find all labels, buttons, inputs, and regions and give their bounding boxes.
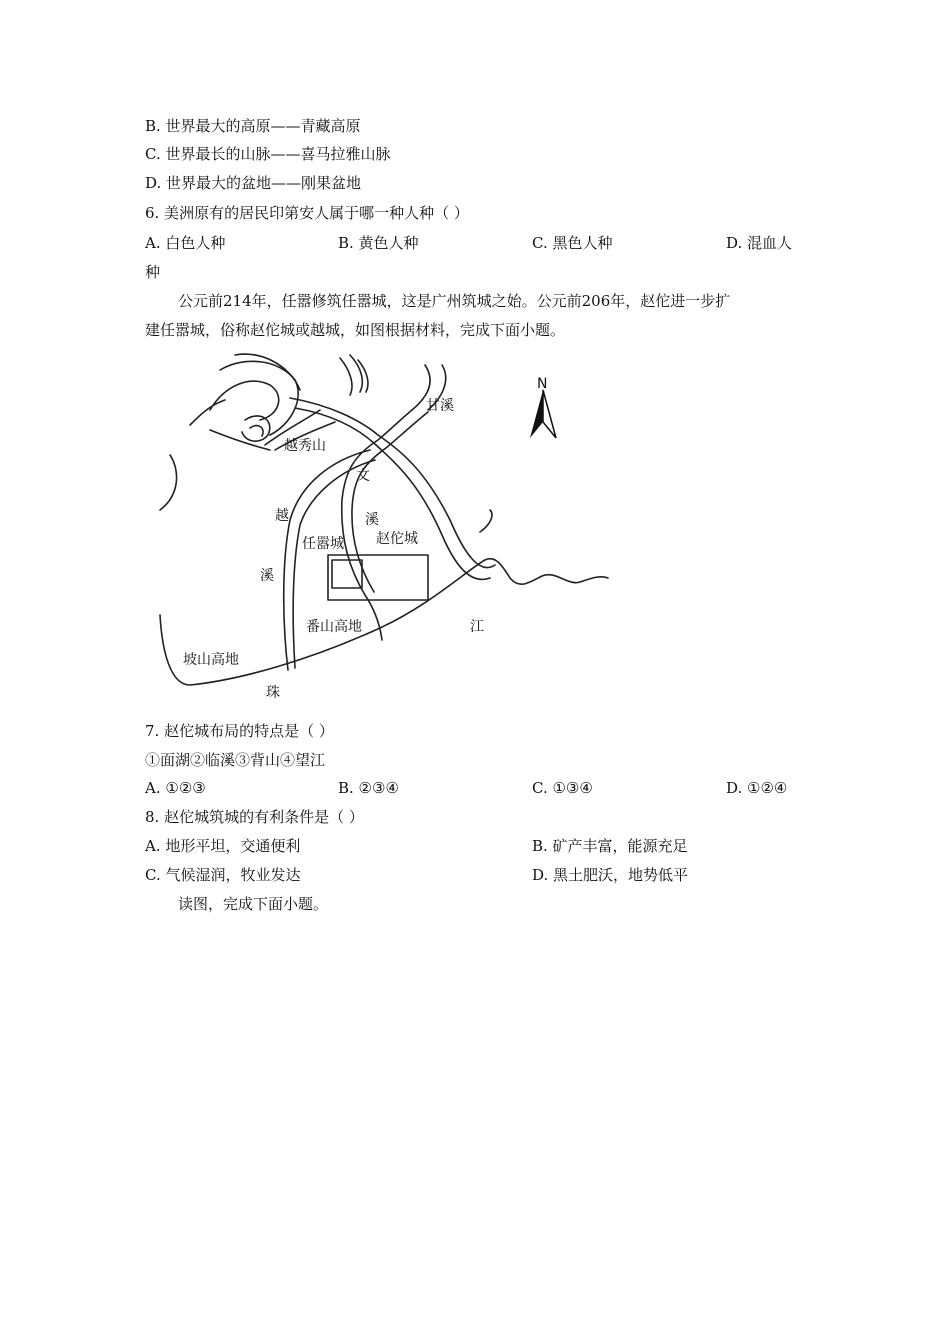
north-arrow-icon (530, 376, 556, 438)
label-poshan: 坡山高地 (183, 652, 239, 668)
q6-option-d: D. 混血人 (726, 234, 793, 252)
q8-option-d: D. 黑土肥沃，地势低平 (532, 866, 689, 884)
renxiao-city-wall (332, 560, 362, 588)
q5-option-b: B. 世界最大的高原——青藏高原 (145, 117, 361, 135)
label-fanshan: 番山高地 (306, 619, 362, 635)
zhaotuo-city-wall (328, 555, 428, 600)
passage-line-1: 公元前214年，任嚣修筑任嚣城，这是广州筑城之始。公元前206年，赵佗进一步扩 (178, 292, 731, 310)
q6-option-b: B. 黄色人种 (338, 234, 419, 252)
label-jiang: 江 (470, 619, 484, 635)
label-zhaotuocheng: 赵佗城 (376, 531, 418, 547)
north-label: N (537, 376, 548, 392)
contour-line (160, 455, 177, 510)
q6-option-d-wrap: 种 (145, 263, 161, 281)
q8-stem: 8. 赵佗城筑城的有利条件是（ ） (145, 808, 364, 826)
label-wen: 文 (356, 468, 370, 484)
contour-line (190, 400, 225, 425)
q7-stem: 7. 赵佗城布局的特点是（ ） (145, 722, 334, 740)
closing-instruction: 读图，完成下面小题。 (178, 895, 329, 913)
q8-option-c: C. 气候湿润，牧业发达 (145, 866, 301, 884)
contour-line (358, 360, 368, 392)
q7-option-c: C. ①③④ (532, 779, 593, 797)
contour-line (220, 361, 298, 435)
label-yuexiushan: 越秀山 (284, 438, 326, 454)
label-renxiaocheng: 任嚣城 (302, 536, 344, 552)
pearl-river-bank (480, 510, 492, 532)
q7-features: ①面湖②临溪③背山④望江 (145, 751, 326, 769)
q5-option-d: D. 世界最大的盆地——刚果盆地 (145, 174, 362, 192)
label-xi-2: 溪 (260, 568, 274, 584)
q6-option-c: C. 黑色人种 (532, 234, 613, 252)
q6-stem: 6. 美洲原有的居民印第安人属于哪一种人种（ ） (145, 204, 469, 222)
q5-option-c: C. 世界最长的山脉——喜马拉雅山脉 (145, 145, 391, 163)
q8-option-a: A. 地形平坦，交通便利 (145, 837, 301, 855)
contour-line (210, 381, 279, 420)
q8-option-b: B. 矿产丰富，能源充足 (532, 837, 688, 855)
q7-option-d: D. ①②④ (726, 779, 788, 797)
contour-line (242, 416, 270, 441)
passage-line-2: 建任嚣城，俗称赵佗城或越城，如图根据材料，完成下面小题。 (145, 321, 566, 339)
label-ganxi: 甘溪 (426, 398, 454, 414)
contour-line (340, 358, 352, 395)
contour-line (250, 426, 263, 436)
label-xi: 溪 (365, 512, 379, 528)
q6-option-a: A. 白色人种 (145, 234, 226, 252)
guangzhou-map (150, 350, 620, 705)
label-yue: 越 (275, 508, 289, 524)
label-zhu: 珠 (266, 685, 280, 701)
stream-line (295, 408, 490, 579)
q7-option-b: B. ②③④ (338, 779, 399, 797)
q7-option-a: A. ①②③ (145, 779, 206, 797)
stream-line (352, 412, 428, 592)
